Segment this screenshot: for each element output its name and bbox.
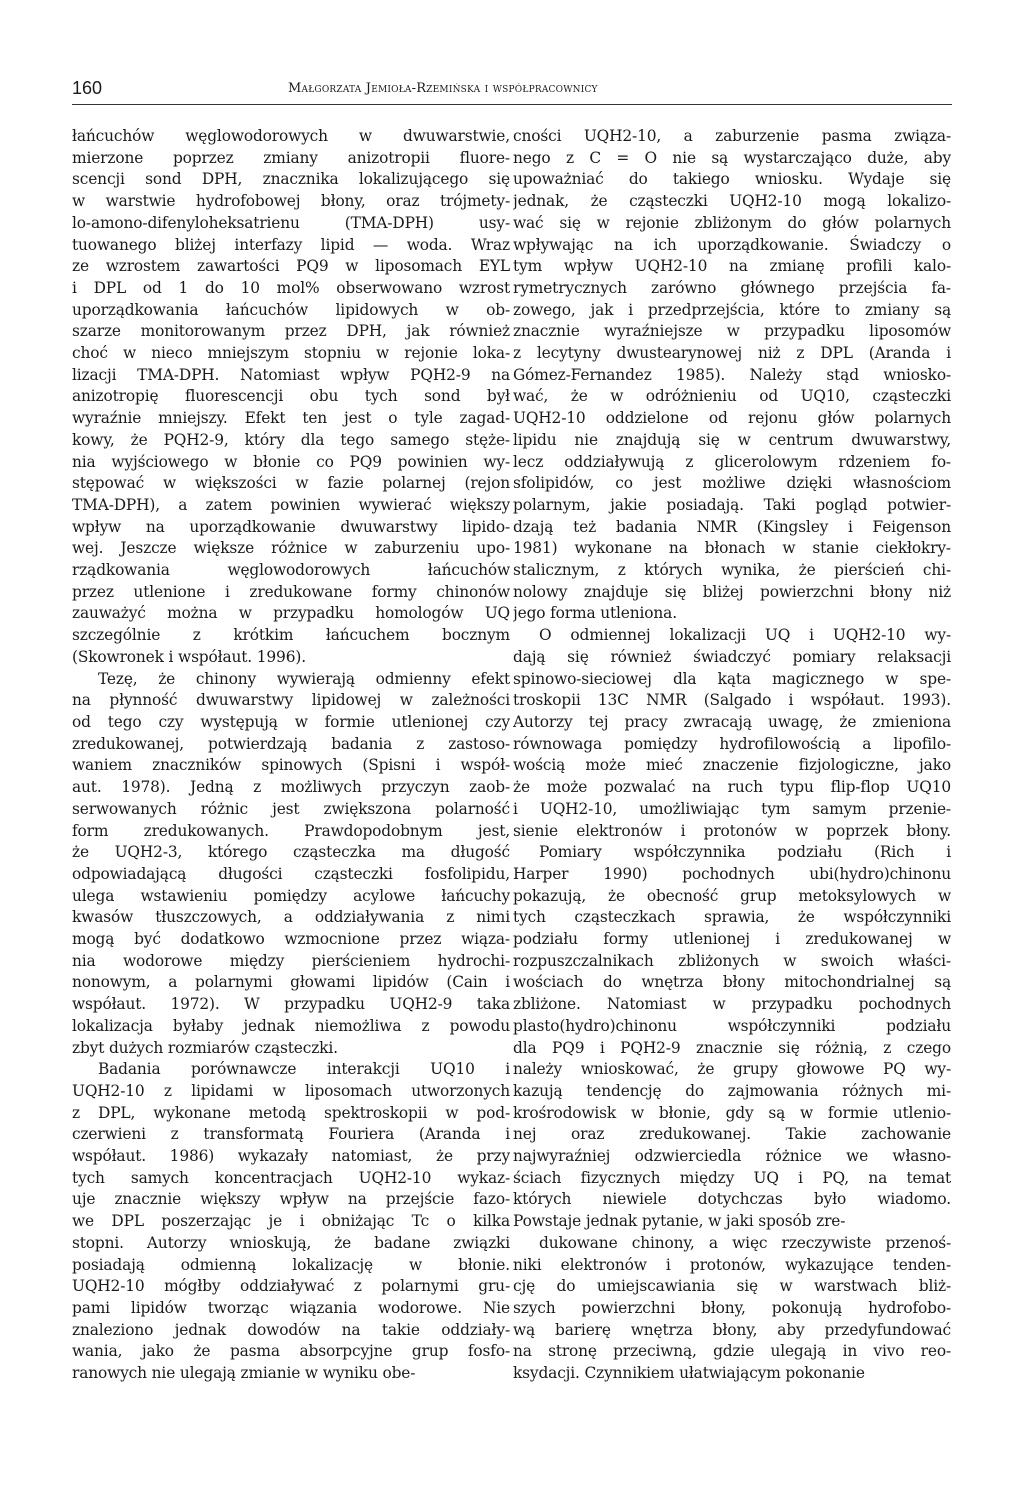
left-column — [72, 126, 510, 1385]
text-line: scencji sond DPH, znacznika lokalizującego się — [72, 170, 510, 189]
text-line: i UQH2-10, umożliwiając tym samym przenie- — [513, 799, 951, 818]
text-line: należy wnioskować, że grupy głowowe PQ wy- — [513, 1060, 951, 1079]
text-line: przez utlenione i zredukowane formy chinonów — [72, 582, 510, 601]
text-line: niki elektronów i protonów, wykazujące tenden- — [513, 1255, 951, 1274]
text-line: anizotropię fluorescencji obu tych sond był — [72, 387, 510, 406]
text-line: mierzone poprzez zmiany anizotropii fluore- — [72, 148, 510, 167]
text-line: Harper 1990) pochodnych ubi(hydro)chinonu — [513, 864, 951, 883]
text-line: wą barierę wnętrza błony, aby przedyfundować — [513, 1320, 951, 1339]
text-line: krośrodowisk w błonie, gdy są w formie utlenio- — [513, 1103, 951, 1122]
text-line: znaleziono jednak dowodów na takie oddziały- — [72, 1320, 510, 1339]
text-line: rządkowania węglowodorowych łańcuchów — [72, 561, 510, 580]
text-line: łańcuchów węglowodorowych w dwuwarstwie, — [72, 127, 510, 145]
text-line: na stronę przeciwną, gdzie ulegają in vivo reo- — [513, 1342, 951, 1361]
text-line: czerwieni z transformatą Fouriera (Aranda i — [72, 1125, 510, 1144]
text-line: plasto(hydro)chinonu współczynniki podziału — [513, 1016, 951, 1035]
page-number: 160 — [72, 78, 103, 98]
text-line: nej oraz zredukowanej. Takie zachowanie — [513, 1125, 951, 1144]
text-line: jego forma utleniona. — [513, 604, 677, 623]
text-line: cności UQH2-10, a zaburzenie pasma związa- — [513, 127, 951, 145]
text-line: wpływ na uporządkowanie dwuwarstwy lipido- — [72, 517, 510, 536]
text-line: ksydacji. Czynnikiem ułatwiającym pokonanie — [513, 1364, 865, 1383]
text-line: których niewiele dotychczas było wiadomo. — [513, 1190, 951, 1209]
text-line: UQH2-10 mógłby oddziaływać z polarnymi gru- — [72, 1277, 510, 1296]
text-line: równowaga pomiędzy hydrofilowością a lipofilo- — [513, 734, 951, 753]
text-line: upoważniać do takiego wniosku. Wydaje się — [513, 170, 951, 189]
text-line: Powstaje jednak pytanie, w jaki sposób zre- — [513, 1212, 846, 1231]
text-line: stopni. Autorzy wnioskują, że badane związki — [72, 1233, 510, 1252]
text-line: serwowanych różnic jest zwiększona polarność — [72, 799, 510, 818]
text-line: odpowiadającą długości cząsteczki fosfolipidu, — [72, 864, 510, 883]
text-line: dzają też badania NMR (Kingsley i Feigenson — [513, 517, 951, 536]
text-line: lecz oddziaływują z glicerolowym rdzeniem fo- — [513, 452, 951, 471]
text-line: sienie elektronów i protonów w poprzek błony. — [513, 821, 951, 840]
text-line: i DPL od 1 do 10 mol% obserwowano wzrost — [72, 278, 510, 297]
text-line: stalicznym, z których wynika, że pierścień chi- — [513, 561, 951, 580]
text-line: współaut. 1986) wykazały natomiast, że przy — [72, 1147, 510, 1166]
running-head: Małgorzata Jemioła-Rzemińska i współpracownicy — [288, 81, 598, 96]
text-line: wością może mieć znaczenie fizjologiczne, jako — [513, 756, 951, 775]
text-line: mogą być dodatkowo wzmocnione przez wiąza- — [72, 930, 510, 949]
text-line: waniem znaczników spinowych (Spisni i współ- — [72, 756, 510, 775]
text-line: UQH2-10 oddzielone od rejonu głów polarnych — [513, 409, 951, 428]
text-line: w warstwie hydrofobowej błony, oraz trójmety- — [72, 192, 510, 211]
text-line: nego z C = O nie są wystarczająco duże, aby — [513, 148, 951, 167]
text-line: wać się w rejonie zbliżonym do głów polarnych — [513, 213, 951, 232]
text-line: kwasów tłuszczowych, a oddziaływania z nimi — [72, 908, 510, 927]
text-line: tuowanego bliżej interfazy lipid — woda. Wraz — [72, 235, 510, 254]
text-line: spinowo-sieciowej dla kąta magicznego w spe- — [513, 669, 951, 688]
text-line: we DPL poszerzając je i obniżając Tc o kilka — [72, 1212, 510, 1231]
text-line: współaut. 1972). W przypadku UQH2-9 taka — [72, 995, 510, 1014]
text-line: uje znacznie większy wpływ na przejście fazo- — [72, 1190, 510, 1209]
text-line: wej. Jeszcze większe różnice w zaburzeniu upo- — [72, 539, 510, 558]
text-line: ściach fizycznych między UQ i PQ, na temat — [513, 1168, 951, 1187]
text-line: ranowych nie ulegają zmianie w wyniku obe- — [72, 1364, 416, 1383]
text-line: zowego, jak i przedprzejścia, które to zmiany są — [513, 300, 951, 319]
right-column — [513, 126, 951, 1385]
text-line: Pomiary współczynnika podziału (Rich i — [539, 843, 951, 862]
text-line: lizacji TMA-DPH. Natomiast wpływ PQH2-9 na — [72, 365, 510, 384]
text-line: nia wyjściowego w błonie co PQ9 powinien wy- — [72, 452, 510, 471]
text-line: sfolipidów, co jest możliwe dzięki własnościom — [513, 474, 951, 493]
text-line: tym wpływ UQH2-10 na zmianę profili kalo- — [513, 257, 951, 276]
text-line: TMA-DPH), a zatem powinien wywierać większy — [72, 495, 510, 514]
text-line: z DPL, wykonane metodą spektroskopii w pod- — [72, 1103, 510, 1122]
text-line: szych powierzchni błony, pokonują hydrofobo- — [513, 1298, 951, 1317]
text-line: tych cząsteczkach sprawia, że współczynniki — [513, 908, 951, 927]
text-line: Gómez-Fernandez 1985). Należy stąd wniosko- — [513, 365, 951, 384]
text-line: ulega wstawieniu pomiędzy acylowe łańcuchy — [72, 886, 510, 905]
text-line: podziału formy utlenionej i zredukowanej w — [513, 930, 951, 949]
text-line: nonowym, a polarnymi głowami lipidów (Cain i — [72, 973, 510, 992]
text-line: cję do umiejscawiania się w warstwach bliż- — [513, 1277, 951, 1296]
text-line: dla PQ9 i PQH2-9 znacznie się różnią, z czego — [513, 1038, 951, 1057]
text-line: rozpuszczalnikach zbliżonych w swoich właści- — [513, 951, 951, 970]
text-line: wać, że w odróżnieniu od UQ10, cząsteczki — [513, 387, 951, 406]
text-line: lokalizacja byłaby jednak niemożliwa z powodu — [72, 1016, 510, 1035]
text-line: (Skowronek i współaut. 1996). — [72, 647, 306, 666]
text-line: polarnym, jakie posiadają. Taki pogląd potwier- — [513, 495, 951, 514]
text-line: że może pozwalać na ruch typu flip-flop UQ10 — [513, 778, 951, 797]
text-line: że UQH2-3, którego cząsteczka ma długość — [72, 843, 510, 862]
page-header — [72, 78, 952, 105]
text-line: pokazują, że obecność grup metoksylowych w — [513, 886, 951, 905]
text-line: Tezę, że chinony wywierają odmienny efekt — [98, 669, 510, 688]
text-line: szczególnie z krótkim łańcuchem bocznym — [72, 626, 510, 645]
text-line: pami lipidów tworząc wiązania wodorowe. Nie — [72, 1298, 510, 1317]
text-line: choć w nieco mniejszym stopniu w rejonie loka- — [72, 344, 510, 363]
text-line: rymetrycznych zarówno głównego przejścia fa- — [513, 278, 951, 297]
text-line: z lecytyny dwustearynowej niż z DPL (Aranda i — [513, 344, 951, 363]
text-line: szarze monitorowanym przez DPH, jak również — [72, 322, 510, 341]
text-line: wościach do wnętrza błony mitochondrialnej są — [513, 973, 951, 992]
text-line: na płynność dwuwarstwy lipidowej w zależności — [72, 691, 510, 710]
text-line: lo-amono-difenyloheksatrienu (TMA-DPH) usy- — [72, 213, 510, 232]
text-line: form zredukowanych. Prawdopodobnym jest, — [72, 821, 510, 840]
text-line: od tego czy występują w formie utlenionej czy — [72, 712, 510, 731]
text-line: 1981) wykonane na błonach w stanie ciekłokry- — [513, 539, 951, 558]
text-line: nia wodorowe między pierścieniem hydrochi- — [72, 951, 510, 970]
text-line: posiadają odmienną lokalizację w błonie. — [72, 1255, 510, 1274]
text-line: wania, jako że pasma absorpcyjne grup fosfo- — [72, 1342, 510, 1361]
text-line: uporządkowania łańcuchów lipidowych w ob- — [72, 300, 510, 319]
text-line: Badania porównawcze interakcji UQ10 i — [98, 1060, 510, 1079]
text-line: najwyraźniej odzwierciedla różnice we własno- — [513, 1147, 951, 1166]
text-line: zredukowanej, potwierdzają badania z zastoso- — [72, 734, 510, 753]
text-line: wpływając na ich uporządkowanie. Świadczy o — [513, 235, 951, 254]
text-line: nolowy znajduje się bliżej powierzchni błony niż — [513, 582, 951, 601]
text-line: O odmiennej lokalizacji UQ i UQH2-10 wy- — [539, 626, 951, 645]
text-line: stępować w większości w fazie polarnej (rejon — [72, 474, 510, 493]
text-line: zbyt dużych rozmiarów cząsteczki. — [72, 1038, 338, 1057]
text-line: Autorzy tej pracy zwracają uwagę, że zmieniona — [513, 712, 951, 731]
text-line: troskopii 13C NMR (Salgado i współaut. 1993). — [513, 691, 951, 710]
text-line: znacznie wyraźniejsze w przypadku liposomów — [513, 322, 951, 341]
text-line: kazują tendencję do zajmowania różnych mi- — [513, 1081, 951, 1100]
text-line: zauważyć można w przypadku homologów UQ — [72, 604, 510, 623]
text-line: dukowane chinony, a więc rzeczywiste przenoś- — [539, 1233, 951, 1252]
text-line: dają się również świadczyć pomiary relaksacji — [513, 647, 951, 666]
text-line: jednak, że cząsteczki UQH2-10 mogą lokalizo- — [513, 192, 951, 211]
text-line: zbliżone. Natomiast w przypadku pochodnych — [513, 995, 951, 1014]
text-line: aut. 1978). Jedną z możliwych przyczyn zaob- — [72, 778, 510, 797]
text-line: UQH2-10 z lipidami w liposomach utworzonych — [72, 1081, 510, 1100]
text-line: wyraźnie mniejszy. Efekt ten jest o tyle zagad- — [72, 409, 510, 428]
text-line: ze wzrostem zawartości PQ9 w liposomach EYL — [72, 257, 510, 276]
text-line: lipidu nie znajdują się w centrum dwuwarstwy, — [513, 430, 951, 449]
text-line: kowy, że PQH2-9, który dla tego samego stęże- — [72, 430, 510, 449]
text-line: tych samych koncentracjach UQH2-10 wykaz- — [72, 1168, 510, 1187]
